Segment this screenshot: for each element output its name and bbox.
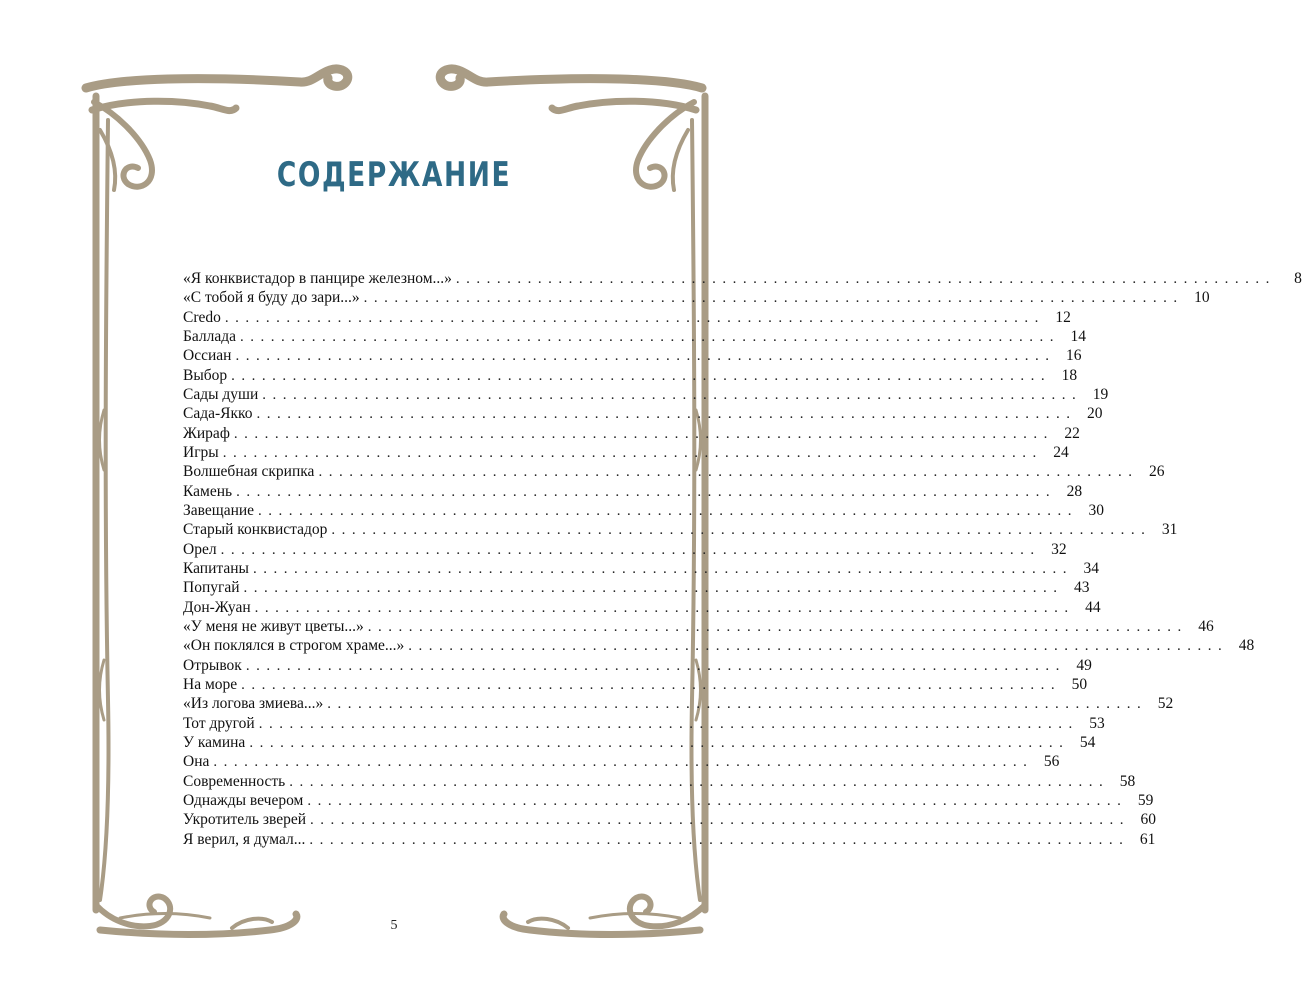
- toc-leader-dots: ................................................................................: [231, 367, 1052, 384]
- toc-entry-page: 49: [1076, 656, 1092, 674]
- toc-entry-page: 34: [1083, 559, 1099, 577]
- toc-leader-dots: ................................................................................: [258, 502, 1079, 519]
- toc-entry-title: Сада-Якко: [183, 405, 253, 423]
- toc-entry-page: 12: [1055, 308, 1071, 326]
- toc-entry[interactable]: [183, 559, 1099, 579]
- toc-entry-title: «Я конквистадор в панцире железном...»: [183, 270, 452, 287]
- toc-entry-page: 54: [1079, 733, 1096, 751]
- toc-entry-page: 10: [1194, 289, 1210, 307]
- toc-entry[interactable]: [183, 714, 1105, 734]
- toc-entry-page: 59: [1137, 791, 1154, 809]
- toc-leader-dots: ................................................................................: [220, 541, 1041, 558]
- toc-entry[interactable]: [183, 270, 1302, 289]
- toc-entry-title: Отрывок: [183, 656, 242, 674]
- toc-entry[interactable]: [183, 463, 1165, 482]
- toc-entry-title: Сады души: [183, 385, 259, 403]
- toc-entry-page: 50: [1071, 675, 1088, 693]
- toc-leader-dots: ................................................................................: [258, 715, 1079, 732]
- toc-leader-dots: ................................................................................: [367, 618, 1188, 635]
- toc-entry[interactable]: [183, 540, 1067, 560]
- toc-entry-title: Старый конквистадор: [183, 521, 328, 539]
- toc-entry-page: 32: [1051, 540, 1067, 558]
- toc-entry[interactable]: [183, 289, 1210, 308]
- toc-entry-title: Дон-Жуан: [183, 598, 251, 616]
- toc-entry-page: 24: [1053, 443, 1069, 461]
- toc-leader-dots: ................................................................................: [307, 792, 1128, 809]
- toc-leader-dots: ................................................................................: [233, 425, 1054, 442]
- toc-entry-title: Она: [183, 753, 210, 771]
- toc-leader-dots: ................................................................................: [222, 444, 1043, 461]
- toc-entry-title: Я верил, я думал...: [183, 830, 306, 848]
- toc-entry[interactable]: [183, 617, 1214, 637]
- toc-entry-title: Однажды вечером: [183, 791, 304, 809]
- toc-entry-title: Современность: [183, 772, 286, 790]
- toc-entry-title: Завещание: [183, 501, 255, 519]
- toc-entry[interactable]: [183, 366, 1078, 386]
- toc-entry-title: Орел: [183, 540, 217, 558]
- toc-entry-title: «Он поклялся в строгом храме...»: [183, 637, 405, 655]
- toc-entry-page: 22: [1064, 424, 1080, 442]
- page-title: СОДЕРЖАНИЕ: [276, 155, 512, 195]
- toc-leader-dots: ................................................................................: [236, 483, 1057, 500]
- toc-entry-page: 31: [1161, 521, 1178, 539]
- table-of-contents: [183, 270, 1302, 850]
- toc-leader-dots: ................................................................................: [241, 676, 1062, 693]
- toc-entry-title: Капитаны: [183, 559, 249, 577]
- toc-entry-title: Попугай: [183, 579, 240, 597]
- toc-entry-page: 52: [1157, 695, 1174, 713]
- toc-entry-title: «Из логова змиева...»: [183, 695, 324, 713]
- toc-entry[interactable]: [183, 695, 1174, 714]
- toc-entry-title: Выбор: [183, 366, 228, 384]
- toc-entry[interactable]: [183, 830, 1156, 850]
- toc-entry-page: 30: [1088, 501, 1105, 519]
- toc-entry[interactable]: [183, 598, 1101, 618]
- toc-leader-dots: ................................................................................: [408, 638, 1229, 655]
- toc-entry-page: 48: [1238, 637, 1255, 655]
- toc-entry[interactable]: [183, 733, 1096, 753]
- toc-entry[interactable]: [183, 327, 1087, 347]
- toc-leader-dots: ................................................................................: [224, 309, 1045, 326]
- toc-entry[interactable]: [183, 385, 1109, 405]
- toc-leader-dots: ................................................................................: [249, 734, 1070, 751]
- toc-entry-title: Игры: [183, 443, 219, 461]
- toc-leader-dots: ................................................................................: [245, 657, 1066, 674]
- toc-entry-page: 8: [1294, 270, 1302, 287]
- toc-entry-title: У камина: [183, 733, 246, 751]
- toc-leader-dots: ................................................................................: [331, 522, 1152, 539]
- toc-leader-dots: ................................................................................: [213, 754, 1034, 771]
- toc-leader-dots: ................................................................................: [455, 271, 1276, 287]
- toc-entry[interactable]: [183, 675, 1088, 695]
- toc-leader-dots: ................................................................................: [254, 599, 1075, 616]
- toc-entry[interactable]: [183, 443, 1069, 463]
- toc-entry[interactable]: [183, 656, 1092, 676]
- toc-entry-page: 46: [1198, 617, 1214, 635]
- toc-entry-title: Тот другой: [183, 714, 255, 732]
- page-number: 5: [390, 918, 398, 933]
- toc-entry-page: 28: [1066, 482, 1083, 500]
- toc-entry-title: «У меня не живут цветы...»: [183, 617, 364, 635]
- toc-leader-dots: ................................................................................: [309, 831, 1130, 848]
- toc-leader-dots: ................................................................................: [256, 406, 1077, 423]
- toc-entry[interactable]: [183, 424, 1080, 444]
- toc-entry[interactable]: [183, 405, 1103, 424]
- toc-entry-title: Credo: [183, 308, 221, 326]
- toc-entry-page: 56: [1043, 753, 1060, 771]
- toc-leader-dots: ................................................................................: [318, 464, 1139, 481]
- toc-entry[interactable]: [183, 753, 1060, 772]
- toc-entry-page: 43: [1074, 579, 1090, 597]
- toc-entry-title: На море: [183, 675, 238, 693]
- toc-entry-page: 58: [1119, 772, 1136, 790]
- toc-leader-dots: ................................................................................: [327, 696, 1148, 713]
- toc-entry[interactable]: [183, 521, 1178, 540]
- toc-leader-dots: ................................................................................: [310, 812, 1130, 829]
- toc-entry-title: Укротитель зверей: [183, 811, 306, 829]
- toc-leader-dots: ................................................................................: [240, 328, 1061, 345]
- toc-leader-dots: ................................................................................: [363, 290, 1184, 307]
- toc-entry-page: 26: [1148, 463, 1165, 481]
- toc-entry[interactable]: [183, 791, 1154, 811]
- toc-entry[interactable]: [183, 637, 1255, 656]
- toc-entry-title: Жираф: [183, 424, 230, 442]
- toc-entry-page: 16: [1065, 347, 1082, 365]
- toc-entry-title: Волшебная скрипка: [183, 463, 315, 481]
- toc-entry[interactable]: [183, 482, 1083, 502]
- toc-entry[interactable]: [183, 308, 1071, 328]
- toc-entry-page: 61: [1139, 830, 1156, 848]
- toc-leader-dots: ................................................................................: [235, 348, 1056, 365]
- toc-entry-page: 44: [1085, 598, 1101, 616]
- toc-entry-page: 20: [1087, 405, 1103, 423]
- toc-entry-page: 14: [1070, 327, 1087, 345]
- toc-entry-title: Баллада: [183, 327, 237, 345]
- toc-entry-title: Камень: [183, 482, 233, 500]
- toc-entry[interactable]: [183, 347, 1082, 366]
- toc-entry-title: «С тобой я буду до зари...»: [183, 289, 360, 307]
- toc-entry-page: 53: [1089, 714, 1105, 732]
- toc-entry[interactable]: [183, 811, 1156, 830]
- toc-leader-dots: ................................................................................: [252, 560, 1073, 577]
- toc-entry[interactable]: [183, 501, 1105, 521]
- toc-entry[interactable]: [183, 579, 1090, 598]
- toc-entry-title: Оссиан: [183, 347, 232, 365]
- toc-entry-page: 60: [1140, 811, 1156, 829]
- toc-leader-dots: ................................................................................: [289, 773, 1110, 790]
- toc-entry-page: 19: [1092, 385, 1109, 403]
- toc-leader-dots: ................................................................................: [243, 580, 1064, 597]
- toc-entry[interactable]: [183, 772, 1136, 792]
- toc-leader-dots: ................................................................................: [262, 386, 1083, 403]
- toc-entry-page: 18: [1061, 366, 1078, 384]
